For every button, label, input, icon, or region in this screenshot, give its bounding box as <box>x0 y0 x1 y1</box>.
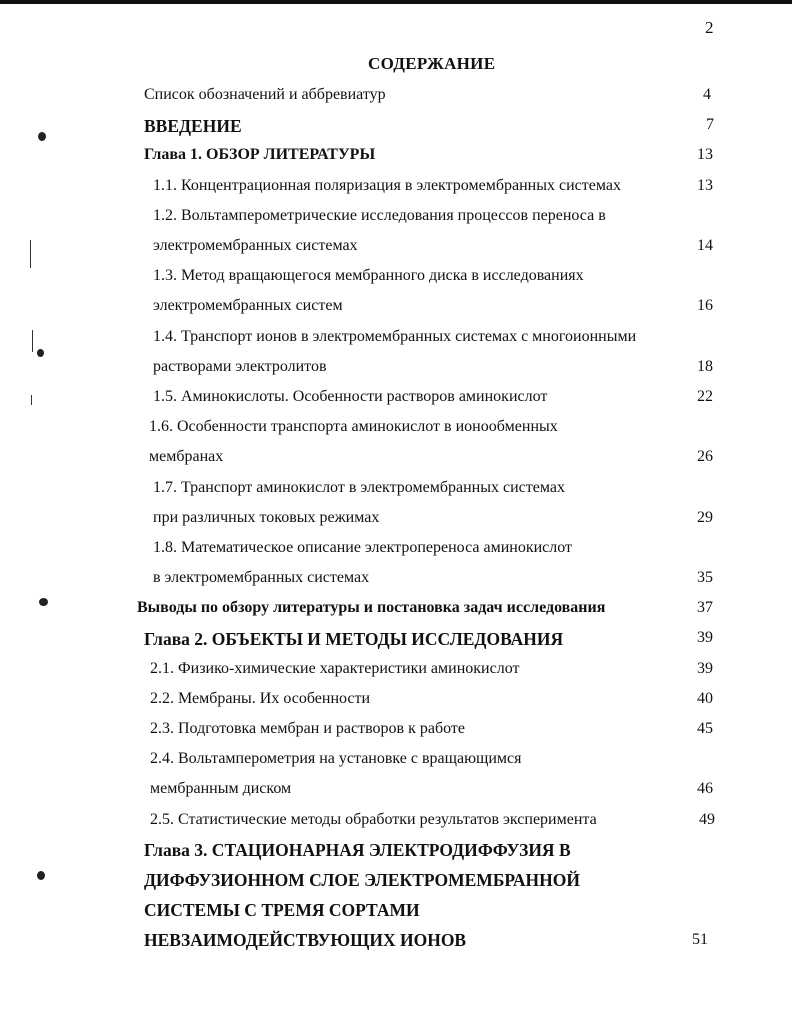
toc-entry-2-4-cont: мембранным диском <box>150 780 292 797</box>
toc-entry-chapter-2: Глава 2. ОБЪЕКТЫ И МЕТОДЫ ИССЛЕДОВАНИЯ <box>144 629 564 649</box>
scan-speck <box>37 349 44 357</box>
page-number: 2 <box>705 18 714 37</box>
toc-title: СОДЕРЖАНИЕ <box>368 54 496 73</box>
toc-page-2-2: 40 <box>697 690 713 707</box>
toc-entry-chapter-3-cont2: СИСТЕМЫ С ТРЕМЯ СОРТАМИ <box>144 900 420 920</box>
toc-entry-abbreviations: Список обозначений и аббревиатур <box>144 86 386 103</box>
scan-speck <box>39 598 48 606</box>
toc-page-chapter-1: 13 <box>697 146 713 163</box>
toc-entry-1-4-cont: растворами электролитов <box>153 358 327 375</box>
toc-page-1-5: 22 <box>697 388 713 405</box>
toc-entry-2-4: 2.4. Вольтамперометрия на установке с вращающимся <box>150 750 522 767</box>
scan-mark <box>32 330 33 352</box>
toc-page-chapter-2: 39 <box>697 629 713 646</box>
toc-entry-1-7-cont: при различных токовых режимах <box>153 509 380 526</box>
scan-speck <box>37 871 45 880</box>
toc-entry-1-8: 1.8. Математическое описание электропереноса аминокислот <box>153 539 573 556</box>
toc-entry-introduction: ВВЕДЕНИЕ <box>144 116 242 136</box>
toc-entry-1-1: 1.1. Концентрационная поляризация в электромембранных системах <box>153 177 621 194</box>
toc-entry-1-3-cont: электромембранных систем <box>153 297 343 314</box>
toc-entry-1-7: 1.7. Транспорт аминокислот в электромембранных системах <box>153 479 565 496</box>
toc-page-1-1: 13 <box>697 177 713 194</box>
toc-entry-1-5: 1.5. Аминокислоты. Особенности растворов аминокислот <box>153 388 548 405</box>
toc-entry-2-5: 2.5. Статистические методы обработки результатов эксперимента <box>150 811 597 828</box>
toc-entry-1-2: 1.2. Вольтамперометрические исследования процессов переноса в <box>153 207 606 224</box>
toc-page-1-8: 35 <box>697 569 713 586</box>
toc-page-1-2: 14 <box>697 237 713 254</box>
toc-page-2-3: 45 <box>697 720 713 737</box>
toc-page-2-4: 46 <box>697 780 713 797</box>
toc-entry-chapter-3-cont3: НЕВЗАИМОДЕЙСТВУЮЩИХ ИОНОВ <box>144 930 467 950</box>
toc-page-1-7: 29 <box>697 509 713 526</box>
toc-entry-2-1: 2.1. Физико-химические характеристики аминокислот <box>150 660 520 677</box>
toc-entry-2-2: 2.2. Мембраны. Их особенности <box>150 690 371 707</box>
toc-page-conclusions: 37 <box>697 599 713 616</box>
toc-page-abbreviations: 4 <box>703 86 711 103</box>
toc-page-1-4: 18 <box>697 358 713 375</box>
toc-entry-conclusions: Выводы по обзору литературы и постановка задач исследования <box>137 599 606 616</box>
toc-entry-2-3: 2.3. Подготовка мембран и растворов к работе <box>150 720 465 737</box>
scan-speck <box>38 132 46 141</box>
toc-entry-chapter-3-cont: ДИФФУЗИОННОМ СЛОЕ ЭЛЕКТРОМЕМБРАННОЙ <box>144 870 580 890</box>
toc-page-2-1: 39 <box>697 660 713 677</box>
toc-page-1-6: 26 <box>697 448 713 465</box>
toc-page-1-3: 16 <box>697 297 713 314</box>
toc-entry-1-2-cont: электромембранных системах <box>153 237 358 254</box>
scan-mark <box>31 395 32 405</box>
toc-entry-chapter-1: Глава 1. ОБЗОР ЛИТЕРАТУРЫ <box>144 146 376 163</box>
scan-mark <box>30 240 31 268</box>
toc-page-chapter-3: 51 <box>692 931 708 948</box>
toc-page-2-5: 49 <box>699 811 715 828</box>
toc-entry-1-8-cont: в электромембранных системах <box>153 569 370 586</box>
toc-entry-1-6-cont: мембранах <box>149 448 224 465</box>
toc-entry-1-6: 1.6. Особенности транспорта аминокислот в ионообменных <box>149 418 558 435</box>
toc-entry-1-3: 1.3. Метод вращающегося мембранного диска в исследованиях <box>153 267 584 284</box>
toc-entry-1-4: 1.4. Транспорт ионов в электромембранных системах с многоионными <box>153 328 637 345</box>
top-border-rule <box>0 0 792 4</box>
toc-page-introduction: 7 <box>706 116 714 133</box>
toc-entry-chapter-3: Глава 3. СТАЦИОНАРНАЯ ЭЛЕКТРОДИФФУЗИЯ В <box>144 840 571 860</box>
